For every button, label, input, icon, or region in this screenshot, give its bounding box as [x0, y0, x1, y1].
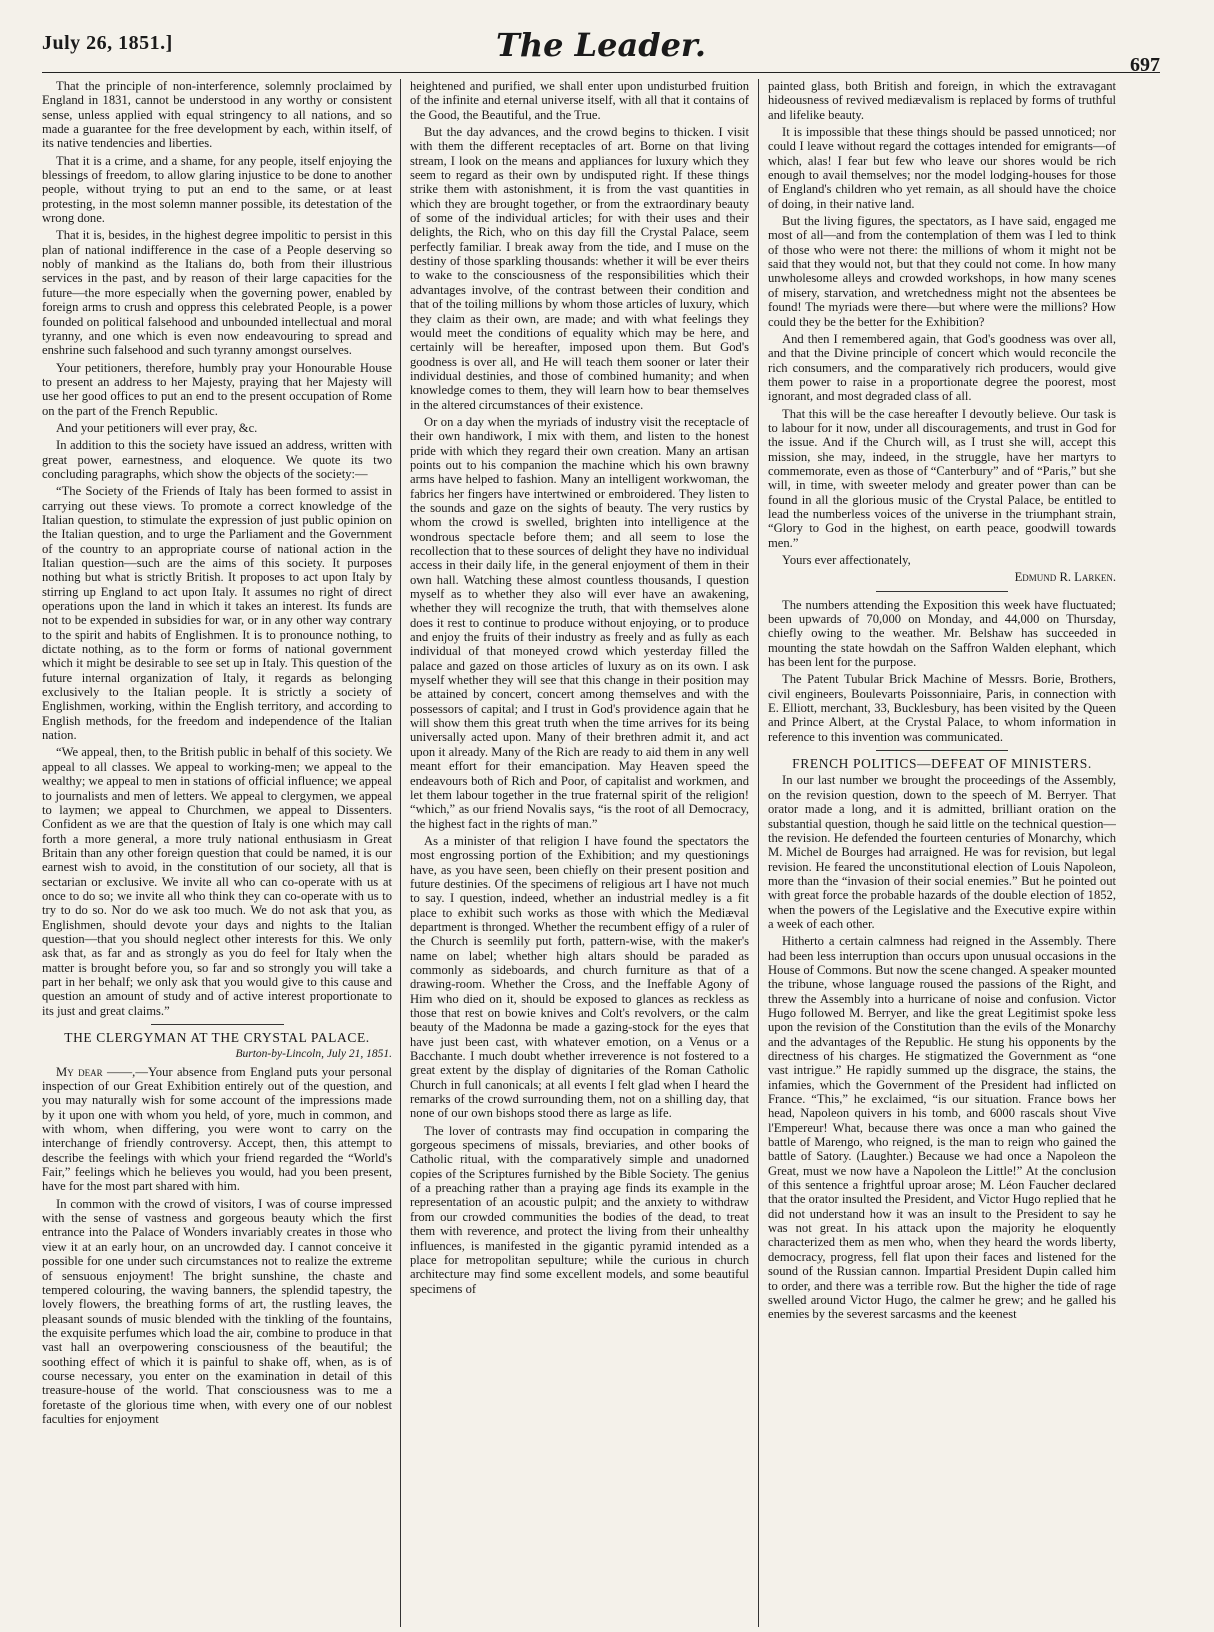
paragraph: That it is, besides, in the highest degree impolitic to persist in this plan of national indifference in the case of a People deserving so nobly of mankind as the Italians do, both from their illustrious services in the past, and by reason of their large capacities for the future—the more especially when the governing power, enabled by foreign arms to crush and oppress this celebrated People, is a power founded on political falsehood and unbounded intellectual and moral tyranny, and one which is even now endeavouring to spread and enshrine such falsehood and such tyranny amongst ourselves.	[42, 228, 392, 358]
paragraph: Hitherto a certain calmness had reigned in the Assembly. There had been less interruption than occurs upon unusual occasions in the House of Commons. But now the scene changed. A speaker mounted the tribune, whose language roused the passions of the Right, and threw the Assembly into a hurricane of noise and confusion. Victor Hugo followed M. Berryer, and like the great Legitimist spoke less upon the revision of the Constitution than the evils of the Monarchy and the advantages of the Republic. He stung his opponents by the directness of his charges. He stigmatized the Government as “one vast intrigue.” He rapidly summed up the disgrace, the stains, the infamies, which the Government of the President had inflicted on France. “This,” he exclaimed, “is our situation. France bows her head, Napoleon quivers in his tomb, and 6000 rascals shout Vive l'Empereur! What, because there was once a man who gained the battle of Marengo, who reigned, is the man to reign who gained the battle of Satory. (Laughter.) Because we had once a Napoleon the Great, must we now have a Napoleon the Little!” At the conclusion of this sentence a frightful uproar arose; M. Léon Faucher declared that the orator insulted the President, and Victor Hugo replied that he did not understand how it was an insult to the President to say he was not great. In his attack upon the majority he eloquently characterized them as men who, when they heard the words liberty, democracy, progress, fell flat upon their faces and listened for the sound of the Russian cannon. Impartial President Dupin called him to order, and there was a terrible row. But the higher the tide of rage swelled around Victor Hugo, the calmer he grew; and he galled his enemies by the severest sarcasms and the keenest	[768, 934, 1116, 1322]
section-divider	[151, 1024, 284, 1025]
paragraph: That the principle of non-interference, solemnly proclaimed by England in 1831, cannot be understood in any worthy or consistent sense, unless applied with equal stringency to all nations, and so made a guarantee for the free development by each, within itself, of its native tendencies and liberties.	[42, 79, 392, 151]
page-number: 697	[1130, 54, 1160, 76]
paragraph: And your petitioners will ever pray, &c.	[56, 420, 258, 435]
paragraph: The lover of contrasts may find occupation in comparing the gorgeous specimens of missals, breviaries, and other books of Catholic ritual, with the comparatively simple and unadorned copies of the Scriptures furnished by the Bible Society. The genius of a preaching rather than a praying age finds its example in the representation of an acoustic pulpit; and the anxiety to withdraw from our crowded communities the bodies of the dead, to treat them with reverence, and protect the living from their unhealthy influences, is manifested in the gigantic pyramid intended as a place for metropolitan sepulture; while the curious in church architecture may find some excellent models, and some beautiful specimens of	[410, 1123, 749, 1296]
column-1	[42, 79, 400, 1627]
paragraph: “We appeal, then, to the British public in behalf of this society. We appeal to all classes. We appeal to working-men; we appeal to the wealthy; we appeal to men in stations of official influence; we appeal to journalists and men of letters. We appeal to clergymen, we appeal to laymen; we appeal to Churchmen, we appeal to Dissenters. Confident as we are that the question of Italy is one which may call forth a more general, a more truly national enthusiasm in Great Britain than any other foreign question that could be named, it is our earnest wish to avoid, in the constitution of our society, all that is sectarian or exclusive. We invite all who can co-operate with us at once to do so; we invite all who think they can co-operate with us to try to do so. Nor do we ask too much. We do not ask that you, as Englishmen, should devote your days and nights to the Italian question—that you should neglect other interests for this. We only ask that, as far and as strongly as you do feel for Italy when the matter is brought before you, so far and so strongly you will take a part in her behalf; we only ask that you would give to this cause and question an amount of study and of active interest proportionate to its just and great claims.”	[42, 745, 392, 1018]
letter-dateline: Burton-by-Lincoln, July 21, 1851.	[235, 1048, 392, 1061]
paragraph: The numbers attending the Exposition this week have fluctuated; been upwards of 70,000 on Monday, and 44,000 on Thursday, chiefly owing to the weather. Mr. Belshaw has succeeded in mounting the state howdah on the Saffron Walden elephant, which has been lent for the purpose.	[768, 597, 1116, 670]
paragraph	[42, 1065, 392, 1194]
article-columns	[42, 79, 1160, 1627]
paragraph: In common with the crowd of visitors, I was of course impressed with the sense of vastness and gorgeous beauty which the first entrance into the Palace of Wonders invariably creates in those who view it at an early hour, on an uncrowded day. I cannot conceive it possible for one under such circumstances not to realize the extreme of sensuous enjoyment! The bright sunshine, the chaste and tempered colouring, the waving banners, the splendid tapestry, the lovely flowers, the breathing forms of art, the rustling leaves, the pleasant sounds of music blended with the tinkling of the fountains, the exquisite perfumes which load the air, combine to produce in that vast hall an overpowering consciousness of the beautiful; the soothing effect of which it is painful to shake off, when, as is of course necessary, you enter on the examination in detail of this treasure-house of the world. That consciousness was to me a foretaste of the glorious time when, with every one of our noblest faculties for enjoyment	[42, 1196, 392, 1426]
paragraph: It is impossible that these things should be passed unnoticed; nor could I leave without regard the cottages intended for emigrants—of which, alas! I fear but few who leave our shores would be rich enough to avail themselves; nor the model lodging-houses for those of England's children who yet remain, as all should have the choice of doing, in their native land.	[768, 125, 1116, 211]
issue-date: July 26, 1851.]	[42, 32, 173, 54]
masthead	[42, 26, 1160, 76]
paragraph-text: —Your absence from England puts your personal inspection of our Great Exhibition entirely out of the question, and you may naturally wish for some account of the impressions made by it upon one with whom you held, of yore, much in common, and with whom, when differing, you were wont to carry on the interchange of friendly controversy. Accept, then, this attempt to describe the feelings with which your friend regarded the “World's Fair,” feelings which he believes you would, had you been present, have for the most part shared with him.	[42, 1064, 392, 1194]
article-heading: THE CLERGYMAN AT THE CRYSTAL PALACE.	[64, 1030, 370, 1045]
paragraph: That it is a crime, and a shame, for any people, itself enjoying the blessings of freedom, to allow glaring injustice to be done to another people, without trying to put an end to the same, or at least protesting, in the most solemn manner possible, its detestation of the wrong done.	[42, 153, 392, 226]
paragraph: Your petitioners, therefore, humbly pray your Honourable House to present an address to her Majesty, praying that her Majesty will use her good offices to put an end to the present occupation of Rome on the part of the French Republic.	[42, 360, 392, 418]
paragraph: “The Society of the Friends of Italy has been formed to assist in carrying out these views. To promote a correct knowledge of the Italian question, to stimulate the expression of just public opinion on the Italian question, and to urge the Parliament and the Government of the country to an appropriate course of national action in the Italian question—such are the aims of this society. It purposes nothing but what is strictly British. It proposes to act upon Italy by stirring up England to act upon Italy. It assumes no right of direct operations upon the land in which it takes an interest. Its funds are not to be expended in subsidies for war, or in any other way contrary to the spirit and habits of Englishmen. It is to pronounce nothing, to dictate nothing, as to the form or forms of national government which it might be desirable to see set up in Italy. This question of the future internal organization of Italy, it regards as belonging exclusively to the Italian people. It is strictly a society of Englishmen, working, within the English territory, and according to English methods, for the freedom and independence of the Italian nation.	[42, 484, 392, 743]
paragraph: In addition to this the society have issued an address, written with great power, earnestness, and eloquence. We quote its two concluding paragraphs, which show the objects of the society:—	[42, 438, 392, 481]
paragraph: Yours ever affectionately,	[782, 553, 911, 567]
paragraph: painted glass, both British and foreign, in which the extravagant hideousness of revived mediævalism is replaced by forms of truthful and lifelike beauty.	[768, 79, 1116, 122]
column-2	[400, 79, 758, 1627]
signature: Edmund R. Larken.	[1014, 570, 1116, 585]
paragraph: Or on a day when the myriads of industry visit the receptacle of their own handiwork, I mix with them, and listen to the honest pride with which they regard their own creation. Many an artisan points out to his companion the machine which his own brawny arms have helped to fashion. Many an intelligent workwoman, the fabrics her fingers have intertwined or embroidered. They listen to the sounds and gaze on the sights of beauty. The very rustics by whom the crowd is swelled, brighten into intelligence at the wondrous spectacle before them; and all seem to lose the recollection that to these sources of delight they have no individual access in their daily life, in the general enjoyment of them in their own hall. Watching these almost countless thousands, I question myself as to whether they also will ever have an awakening, whether they will recognize the truth, that with themselves alone does it rest to continue to produce without enjoying, or to produce and enjoy the fruits of their industry as freely and as fully as each individual of that moneyed crowd which yesterday filled the palace and gazed on those articles of luxury as on its own. I ask myself whether they will see that this change in their position may be attained by concert, concert among themselves and with the possessors of capital; and I trust in God's providence again that he will show them this great truth when the time arrives for its being universally acted upon. Many of their brethren admit it, and act upon it already. Many of the Rich are ready to aid them in any well meant effort for their emancipation. May Heaven speed the endeavours both of Rich and Poor, of capitalist and workmen, and let them labour together in the true fraternal spirit of the religion! “which,” as our friend Novalis says, “is the root of all Democracy, the highest fact in the rights of man.”	[410, 414, 749, 831]
paragraph: That this will be the case hereafter I devoutly believe. Our task is to labour for it now, under all discouragements, and trust in God for the issue. And if the Church will, as I trust she will, accept this mission, she may, indeed, in the struggle, have her martyrs to commemorate, even as those of “Canterbury” and of “Paris,” but she will, in time, with sweeter melody and greater power than can be found in all the glorious music of the Crystal Palace, be entitled to lead the numberless voices of the universe in the triumphant strain, “Glory to God in the highest, on earth peace, goodwill towards men.”	[768, 406, 1116, 550]
paragraph: But the living figures, the spectators, as I have said, engaged me most of all—and from the contemplation of them was I led to think of those who were not there: the millions of whom it might not be said that they would not, but that they could not come. In how many unwholesome alleys and crowded workshops, in how many scenes of misery, starvation, and wretchedness might not the absentees be found! The myriads were there—but where were the millions? How could they be the better for the Exhibition?	[768, 214, 1116, 329]
paragraph: The Patent Tubular Brick Machine of Messrs. Borie, Brothers, civil engineers, Boulevarts Poissonniaire, Paris, in connection with E. Elliott, merchant, 33, Bucklesbury, has been visited by the Queen and Prince Albert, at the Crystal Palace, to whom information in reference to this invention was communicated.	[768, 672, 1116, 744]
paragraph: In our last number we brought the proceedings of the Assembly, on the revision question, down to the speech of M. Berryer. That orator made a long, and it is admitted, brilliant oration on the substantial question, though he said little on the technical question—the revision. He defended the fourteen centuries of Monarchy, which M. Michel de Bourges had arraigned. He was for revision, but legal revision. He feared the unconstitutional election of Louis Napoleon, more than the “invasion of their social enemies.” But he pointed out with great force the probable hazards of the double election of 1852, when the powers of the Legislative and the Executive expire within a week of each other.	[768, 773, 1116, 931]
salutation: My dear ——,	[56, 1064, 136, 1079]
section-divider	[876, 591, 1008, 592]
column-3	[758, 79, 1116, 1627]
paragraph: As a minister of that religion I have found the spectators the most engrossing portion of the Exhibition; and my questionings have, as you have seen, been chiefly on their present position and future destinies. Of the specimens of religious art I have not much to say. I question, indeed, whether an industrial medley is a fit place to exhibit such works as those with which the Mediæval department is thronged. Whether the recumbent effigy of a ruler of the Church is seemlily put forth, pattern-wise, with the maker's name on label; whether high altars should be paraded as commonly as sideboards, and church furniture as that of a drawing-room. Whether the Cross, and the Ineffable Agony of Him who died on it, should be exposed to glances as reckless as those that rest on bowie knives and Colt's revolvers, or the calm beauty of the Madonna be made a gazing-stock for the eyes that have just been cast, with whatever emotion, on a Venus or a Bacchante. I much doubt whether irreverence is not fostered to a great extent by the display of dignitaries of the Roman Catholic Church in full canonicals; at all events I felt glad when I heard the remarks of the crowd surrounding them, not on a shilling day, that none of our own bishops stood there as large as life.	[410, 833, 749, 1121]
paragraph: heightened and purified, we shall enter upon undisturbed fruition of the infinite and eternal universe itself, with all that it contains of the Good, the Beautiful, and the True.	[410, 79, 749, 122]
paragraph: And then I remembered again, that God's goodness was over all, and that the Divine principle of concert which would reconcile the rich consumers, and the comparatively rich producers, would give them power to raise in a proportionate degree the poorest, most ignorant, and most degraded class of all.	[768, 331, 1116, 404]
newspaper-title: The Leader.	[496, 26, 706, 64]
paragraph: But the day advances, and the crowd begins to thicken. I visit with them the different receptacles of art. Borne on that living stream, I look on the means and appliances for luxury which they seem to regard as their own by undisputed right. If these things strike them with astonishment, it is from the vast quantities in which they are brought together, or from the extraordinary beauty of some of the individual articles; for with their uses and their delights, the Rich, who on this day fill the Crystal Palace, seem perfectly familiar. I break away from the tide, and I muse on the destiny of those sparkling thousands: whether it will be ever theirs to wake to the consciousness of the responsibilities which their advantages involve, of the contrast between their condition and that of the toiling millions by whom those articles of luxury, which they claim as their own, are made; and with what feelings they would meet the conditions of equality which may be here, and certainly will be hereafter, imposed upon them. But God's goodness is over all, and He will teach them sooner or later their individual destinies, and those of combined humanity; and when knowledge comes to them, they will learn how to bear themselves in the altered circumstances of their existence.	[410, 125, 749, 412]
article-heading: FRENCH POLITICS—DEFEAT OF MINISTERS.	[792, 756, 1092, 772]
section-divider	[876, 750, 1008, 751]
